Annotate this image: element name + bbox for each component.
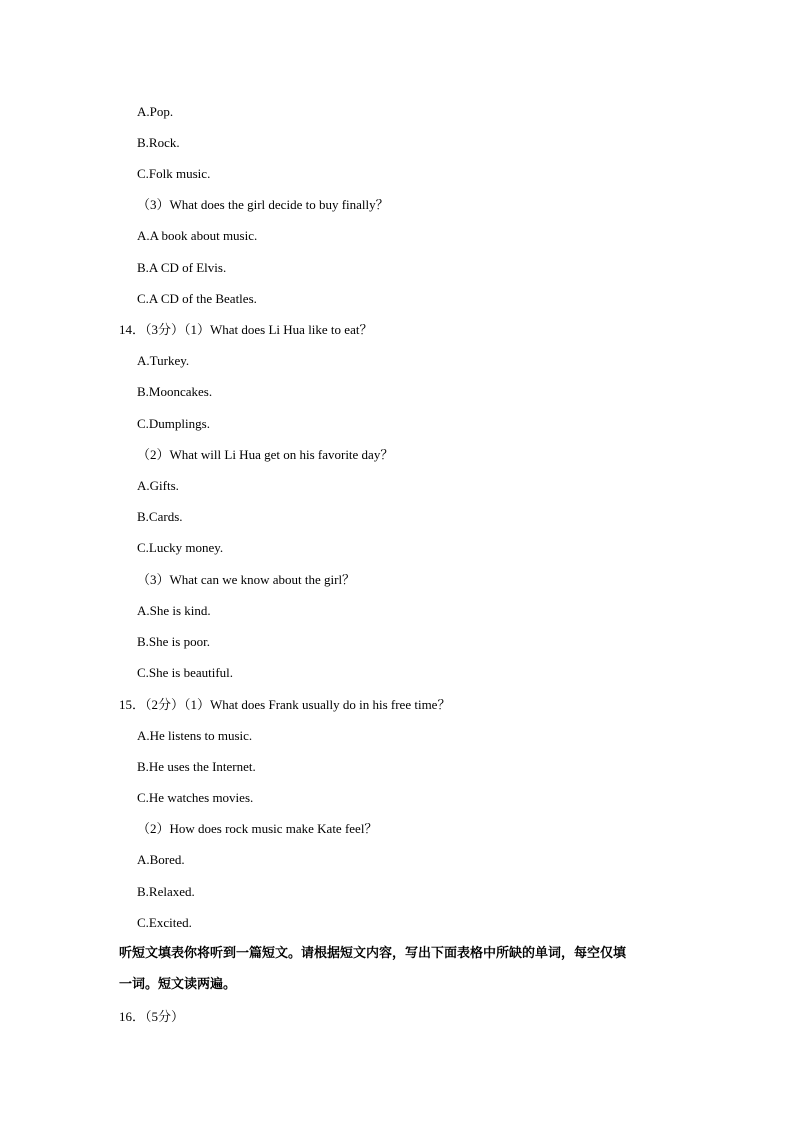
q15-sub2-option-a: A.Bored. [137, 852, 185, 867]
section-instruction-line2: 一词。短文读两遍。 [119, 977, 237, 992]
q15-sub1-option-b: B.He uses the Internet. [137, 759, 256, 774]
q13-sub3-option-b: B.A CD of Elvis. [137, 260, 227, 275]
q14-sub3-option-c: C.She is beautiful. [137, 665, 234, 680]
q15-question: 15．（2分）（1）What does Frank usually do in his free time？ [119, 697, 451, 712]
q15-sub2-option-c: C.Excited. [137, 915, 192, 930]
q14-sub1-option-c: C.Dumplings. [137, 416, 210, 431]
q14-sub2-option-a: A.Gifts. [137, 478, 179, 493]
q13-sub3-question: （3）What does the girl decide to buy finally？ [137, 197, 389, 212]
q14-question: 14．（3分）（1）What does Li Hua like to eat？ [119, 322, 373, 337]
q15-sub1-option-c: C.He watches movies. [137, 790, 254, 805]
q15-sub2-question: （2）How does rock music make Kate feel？ [137, 821, 378, 836]
q14-sub1-option-a: A.Turkey. [137, 353, 190, 368]
q12-option-b: B.Rock. [137, 135, 180, 150]
q14-sub2-option-b: B.Cards. [137, 509, 183, 524]
q14-sub1-option-b: B.Mooncakes. [137, 384, 213, 399]
q14-sub3-option-a: A.She is kind. [137, 603, 211, 618]
q13-sub3-option-c: C.A CD of the Beatles. [137, 291, 257, 306]
q15-sub2-option-b: B.Relaxed. [137, 884, 195, 899]
q15-sub1-option-a: A.He listens to music. [137, 728, 253, 743]
q12-option-c: C.Folk music. [137, 166, 211, 181]
q14-sub3-option-b: B.She is poor. [137, 634, 210, 649]
section-instruction-line1: 听短文填表你将听到一篇短文。请根据短文内容，写出下面表格中所缺的单词，每空仅填 [119, 946, 627, 961]
q13-sub3-option-a: A.A book about music. [137, 228, 258, 243]
q14-sub3-question: （3）What can we know about the girl？ [137, 572, 356, 587]
q14-sub2-option-c: C.Lucky money. [137, 540, 224, 555]
q16-question: 16．（5分） [119, 1009, 185, 1024]
q14-sub2-question: （2）What will Li Hua get on his favorite day？ [137, 447, 394, 462]
q12-option-a: A.Pop. [137, 104, 174, 119]
